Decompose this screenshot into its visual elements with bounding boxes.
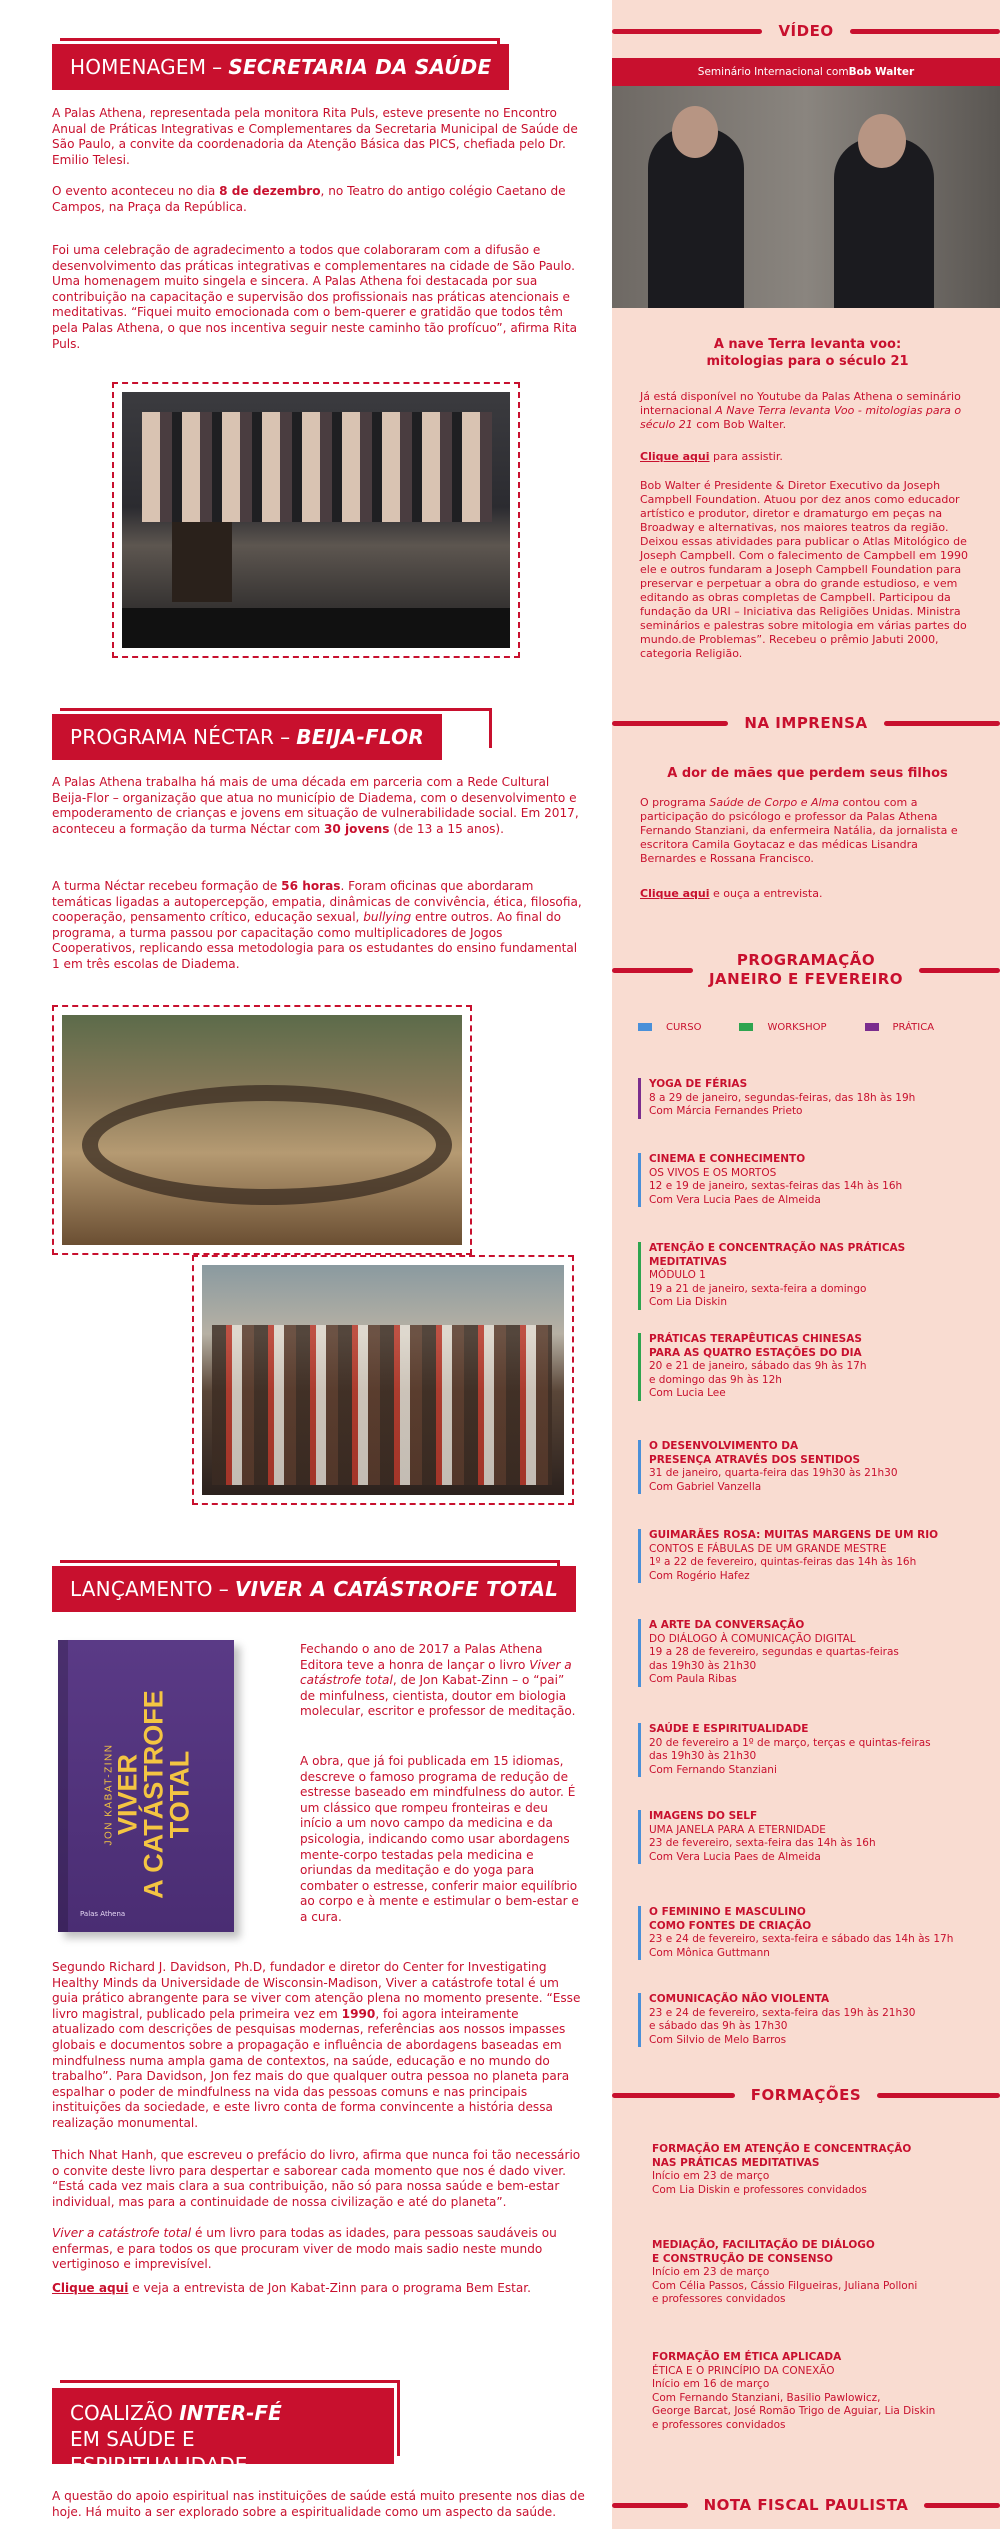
video-title: A nave Terra levanta voo: mitologias para o século 21 xyxy=(706,337,909,369)
book-publisher: Palas Athena xyxy=(80,1910,126,1918)
video-p2: Bob Walter é Presidente & Diretor Executivo da Joseph Campbell Foundation. Atuou por dez anos como educador artístico e produtor, diretor e dramaturgo em peças na Broadway e alternativas, nos maiores teatros da região. Deixou essas atividades para publicar o Atlas Mitológico de Joseph Campbell. Com o falecimento de Campbell em 1990 ele e outros fundaram a Joseph Campbell Foundation para preservar e perpetuar a obra do grande estudioso, e vem editando as obras completas de Campbell. Participou da fundação da URI – Iniciativa das Religiões Unidas. Ministra seminários e palestras sobre mitologia em várias partes do mundo.de Problemas”. Recebeu o prêmio Jabuti 2000, categoria Religião. xyxy=(640,479,968,660)
homenagem-p1: A Palas Athena, representada pela monitora Rita Puls, esteve presente no Encontro Anual de Práticas Integrativas e Complementares da Secretaria Municipal de Saúde de São Paulo, a convite da coordenadoria da Atenção Básica das PICS, chefiada pelo Dr. Emilio Telesi. xyxy=(52,106,578,167)
program-item[interactable] xyxy=(638,1529,978,1583)
program-detail: Com Mônica Guttmann xyxy=(649,1946,770,1959)
program-title: O FEMININO E MASCULINO xyxy=(649,1906,806,1918)
program-detail: 19 a 28 de fevereiro, segundas e quartas-feiras xyxy=(649,1646,899,1658)
program-item[interactable] xyxy=(638,1619,978,1687)
program-detail: MÓDULO 1 xyxy=(649,1269,706,1281)
legend-pratica: PRÁTICA xyxy=(865,1022,935,1033)
homenagem-p3: Foi uma celebração de agradecimento a todos que colaboraram com a difusão e desenvolvimento das práticas integrativas e complementares na cidade de São Paulo. Uma homenagem muito singela e sincera. A Palas Athena foi destacada por sua contribuição na capacitação e supervisão dos profissionais nas práticas atencionais e meditativas. “Fiquei muito emocionada com o bem-querer e gratidão que todos têm pela Palas Athena, o que nos incentiva seguir neste caminho tão profícuo”, afirma Rita Puls. xyxy=(52,243,578,351)
formacao-title-2: E CONSTRUÇÃO DE CONSENSO xyxy=(652,2252,833,2265)
video-player[interactable] xyxy=(612,86,1000,308)
formacao-item[interactable] xyxy=(652,2239,982,2307)
nectar-p1: A Palas Athena trabalha há mais de uma década em parceria com a Rede Cultural Beija-Flor – organização que atua no município de Diadema, com o desenvolvimento e empoderamento de crianças e jovens em situação de vulnerabilidade social. Em 2017, aconteceu a formação da turma Néctar com 30 jovens (de 13 a 15 anos). xyxy=(52,775,579,836)
program-detail: 8 a 29 de janeiro, segundas-feiras, das 18h às 19h xyxy=(649,1091,916,1104)
lancamento-p3: Segundo Richard J. Davidson, Ph.D, fundador e diretor do Center for Investigating Healthy Minds da Universidade de Wisconsin-Madison, Viver a catástrofe total é um guia prático abrangente para se viver com atenção plena no momento presente. “Esse livro magistral, publicado pela primeira vez em 1990, foi agora inteiramente atualizado com descrições de pesquisas modernas, referências aos nossos impasses globais e documentos sobre a propagação e influência de abordagens baseadas em mindfulness numa ampla gama de contextos, na saúde, educação e no mundo do trabalho”. Para Davidson, Jon fez mais do que qualquer outra pessoa no planeta para espalhar o poder de mindfulness na vida das pessoas comuns e nas principais instituições da sociedade, e este livro conta de forma convincente a história dessa realização monumental. xyxy=(52,1960,581,2130)
formacao-title-2: NAS PRÁTICAS MEDITATIVAS xyxy=(652,2156,820,2169)
people-group xyxy=(212,1325,552,1485)
section-header-coalizao: COALIZÃO INTER-FÉ EM SAÚDE E ESPIRITUALIDADE xyxy=(52,2388,394,2464)
program-title-2: COMO FONTES DE CRIAÇÃO xyxy=(649,1919,812,1932)
program-detail: 1º a 22 de fevereiro, quintas-feiras das 14h às 16h xyxy=(649,1556,917,1568)
formacao-detail: George Barcat, José Romão Trigo de Aguiar, Lia Diskin xyxy=(652,2405,936,2417)
section-header-homenagem xyxy=(52,44,509,90)
sidebar xyxy=(612,0,1000,2529)
program-item[interactable] xyxy=(638,1440,978,1494)
program-item[interactable] xyxy=(638,1153,978,1207)
imprensa-title: A dor de mães que perdem seus filhos xyxy=(667,766,948,781)
nectar-p2: A turma Néctar recebeu formação de 56 horas. Foram oficinas que abordaram temáticas ligadas a autopercepção, empatia, dinâmicas de convivência, ética, filosofia, cooperação, pensamento crítico, educação sexual, bullying entre outros. Ao final do programa, a turma passou por capacitação como multiplicadores de Jogos Cooperativos, replicando essa metodologia para os estudantes do ensino fundamental 1 em três escolas de Diadema. xyxy=(52,879,582,971)
formacao-detail: e professores convidados xyxy=(652,2293,786,2305)
section-header-lancamento: LANÇAMENTO – VIVER A CATÁSTROFE TOTAL xyxy=(52,1566,576,1612)
book-author: JON KABAT-ZINN xyxy=(103,1743,115,1846)
program-item[interactable] xyxy=(638,1810,978,1864)
book-title-3: TOTAL xyxy=(164,1750,195,1839)
section-title-prefix: HOMENAGEM xyxy=(70,55,207,79)
clique-aqui-imprensa-link[interactable]: Clique aqui xyxy=(640,887,710,900)
program-detail: Com Rogério Hafez xyxy=(649,1569,750,1582)
program-detail: e domingo das 9h às 12h xyxy=(649,1373,782,1386)
program-detail: Com Silvio de Melo Barros xyxy=(649,2033,787,2046)
formacao-detail: Início em 23 de março xyxy=(652,2170,770,2182)
program-detail: e sábado das 9h às 17h30 xyxy=(649,2020,788,2032)
program-detail: Com Fernando Stanziani xyxy=(649,1763,777,1776)
program-detail: CONTOS E FÁBULAS DE UM GRANDE MESTRE xyxy=(649,1542,887,1555)
program-item[interactable] xyxy=(638,1242,978,1310)
formacao-detail: ÉTICA E O PRINCÍPIO DA CONEXÃO xyxy=(652,2364,835,2377)
formacao-item[interactable] xyxy=(652,2351,982,2432)
section-title-strong: SECRETARIA DA SAÚDE xyxy=(228,55,492,79)
nota-fiscal-heading: NOTA FISCAL PAULISTA xyxy=(612,2496,1000,2515)
circle-of-people xyxy=(82,1085,452,1205)
program-title: IMAGENS DO SELF xyxy=(649,1810,758,1822)
program-detail: 23 e 24 de fevereiro, sexta-feira e sábado das 14h às 17h xyxy=(649,1933,954,1945)
formacao-detail: Com Célia Passos, Cássio Filgueiras, Juliana Polloni xyxy=(652,2279,918,2292)
program-detail: 31 de janeiro, quarta-feira das 19h30 às 21h30 xyxy=(649,1467,898,1479)
program-item[interactable] xyxy=(638,1723,978,1777)
program-detail: Com Paula Ribas xyxy=(649,1673,737,1685)
homenagem-p2: O evento aconteceu no dia 8 de dezembro, no Teatro do antigo colégio Caetano de Campos, na Praça da República. xyxy=(52,184,566,214)
program-detail: 23 de fevereiro, sexta-feira das 14h às 16h xyxy=(649,1837,876,1849)
formacao-detail: Início em 23 de março xyxy=(652,2266,770,2278)
video-p1: Já está disponível no Youtube da Palas Athena o seminário internacional A Nave Terra levanta Voo - mitologias para o século 21 com Bob Walter. xyxy=(640,390,962,431)
section-header-nectar: PROGRAMA NÉCTAR – BEIJA-FLOR xyxy=(52,714,442,760)
program-item[interactable] xyxy=(638,1993,978,2047)
program-title: ATENÇÃO E CONCENTRAÇÃO NAS PRÁTICAS MEDITATIVAS xyxy=(649,1242,906,1268)
imprensa-heading: NA IMPRENSA xyxy=(612,714,1000,733)
formacao-title: FORMAÇÃO EM ATENÇÃO E CONCENTRAÇÃO xyxy=(652,2143,912,2155)
program-title: GUIMARÃES ROSA: MUITAS MARGENS DE UM RIO xyxy=(649,1529,939,1541)
formacao-item[interactable] xyxy=(652,2143,982,2197)
program-detail: 12 e 19 de janeiro, sextas-feiras das 14h às 16h xyxy=(649,1180,903,1192)
program-detail: 20 de fevereiro a 1º de março, terças e quintas-feiras xyxy=(649,1736,931,1749)
program-title: SAÚDE E ESPIRITUALIDADE xyxy=(649,1723,809,1735)
section-title-dash: – xyxy=(212,55,223,79)
program-title: CINEMA E CONHECIMENTO xyxy=(649,1153,806,1165)
program-item[interactable] xyxy=(638,1333,978,1401)
lancamento-p4: Thich Nhat Hanh, que escreveu o prefácio do livro, afirma que nunca foi tão necessário o convite deste livro para despertar e saborear cada momento que nos é dado viver. “Está cada vez mais clara a sua contribuição, não só para nossa saúde e bem-estar individual, mas para a continuidade de nossa civilização e até do planeta”. xyxy=(52,2148,581,2209)
photo-nectar-circle xyxy=(52,1005,472,1255)
book-cover xyxy=(58,1640,234,1932)
program-detail: das 19h30 às 21h30 xyxy=(649,1659,757,1672)
program-detail: Com Márcia Fernandes Prieto xyxy=(649,1105,803,1117)
program-title: A ARTE DA CONVERSAÇÃO xyxy=(649,1619,805,1631)
program-title-2: PRESENÇA ATRAVÉS DOS SENTIDOS xyxy=(649,1453,861,1466)
program-detail: 20 e 21 de janeiro, sábado das 9h às 17h xyxy=(649,1360,867,1372)
program-detail: Com Vera Lucia Paes de Almeida xyxy=(649,1193,821,1206)
program-title: PRÁTICAS TERAPÊUTICAS CHINESAS xyxy=(649,1333,862,1345)
photo-nectar-group xyxy=(192,1255,574,1505)
imprensa-p1: O programa Saúde de Corpo e Alma contou com a participação do psicólogo e professor da Palas Athena Fernando Stanziani, da enfermeira Natália, da jornalista e escritora Camila Goytacaz e das médicas Lisandra Bernardes e Rossana Francisco. xyxy=(640,796,958,865)
clique-aqui-link[interactable]: Clique aqui xyxy=(52,2281,129,2295)
legend-workshop: WORKSHOP xyxy=(739,1022,826,1033)
formacao-detail: Início em 16 de março xyxy=(652,2378,770,2390)
programacao-legend xyxy=(638,1022,934,1033)
clique-aqui-video-link[interactable]: Clique aqui xyxy=(640,450,710,463)
program-item[interactable] xyxy=(638,1906,978,1960)
imprensa-link-line: Clique aqui e ouça a entrevista. xyxy=(640,887,823,900)
program-detail: Com Lia Diskin xyxy=(649,1296,727,1308)
program-item[interactable] xyxy=(638,1078,978,1119)
book-title-1: VIVER xyxy=(112,1753,143,1836)
coalizao-p1: A questão do apoio espiritual nas instituições de saúde está muito presente nos dias de hoje. Há muito a ser explorado sobre a espiritualidade como um aspecto da saúde. xyxy=(52,2489,585,2519)
book-title-2: A CATÁSTROFE xyxy=(138,1690,169,1899)
program-detail: 19 a 21 de janeiro, sexta-feira a domingo xyxy=(649,1282,867,1295)
program-detail: OS VIVOS E OS MORTOS xyxy=(649,1166,777,1179)
program-title-2: PARA AS QUATRO ESTAÇÕES DO DIA xyxy=(649,1346,862,1359)
program-title: COMUNICAÇÃO NÃO VIOLENTA xyxy=(649,1993,830,2005)
program-title: YOGA DE FÉRIAS xyxy=(649,1078,748,1090)
formacao-detail: e professores convidados xyxy=(652,2418,786,2431)
program-detail: das 19h30 às 21h30 xyxy=(649,1750,757,1762)
program-detail: 23 e 24 de fevereiro, sexta-feira das 19h às 21h30 xyxy=(649,2006,916,2019)
formacao-title: FORMAÇÃO EM ÉTICA APLICADA xyxy=(652,2351,842,2363)
photo-homenagem xyxy=(112,382,520,658)
lancamento-p6: Clique aqui e veja a entrevista de Jon Kabat-Zinn para o programa Bem Estar. xyxy=(52,2281,532,2295)
program-detail: DO DIÁLOGO À COMUNICAÇÃO DIGITAL xyxy=(649,1632,856,1645)
programacao-heading: PROGRAMAÇÃO JANEIRO E FEVEREIRO xyxy=(612,951,1000,989)
people-group xyxy=(142,412,492,522)
video-heading: VÍDEO xyxy=(612,22,1000,41)
formacoes-heading: FORMAÇÕES xyxy=(612,2086,1000,2105)
program-detail: Com Gabriel Vanzella xyxy=(649,1480,762,1493)
lancamento-p5: Viver a catástrofe total é um livro para todas as idades, para pessoas saudáveis ou enfermas, e para todos os que procuram viver de modo mais sadio neste mundo vertiginoso e imprevisível. xyxy=(52,2226,557,2272)
formacao-title: MEDIAÇÃO, FACILITAÇÃO DE DIÁLOGO xyxy=(652,2239,875,2251)
video-caption: Seminário Internacional com Bob Walter xyxy=(612,58,1000,86)
video-link-line: Clique aqui para assistir. xyxy=(640,450,783,463)
formacao-detail: Com Fernando Stanziani, Basilio Pawlowicz, xyxy=(652,2391,881,2404)
formacao-detail: Com Lia Diskin e professores convidados xyxy=(652,2183,867,2196)
program-detail: UMA JANELA PARA A ETERNIDADE xyxy=(649,1823,826,1836)
program-detail: Com Lucia Lee xyxy=(649,1387,726,1399)
program-detail: Com Vera Lucia Paes de Almeida xyxy=(649,1850,821,1863)
lancamento-p1: Fechando o ano de 2017 a Palas Athena Editora teve a honra de lançar o livro Viver a catástrofe total, de Jon Kabat-Zinn – o “pai” de minfulness, cientista, doutor em biologia molecular, escritor e professor de meditação. xyxy=(300,1642,576,1719)
legend-curso: CURSO xyxy=(638,1022,701,1033)
program-title: O DESENVOLVIMENTO DA xyxy=(649,1440,799,1452)
lancamento-p2: A obra, que já foi publicada em 15 idiomas, descreve o famoso programa de redução de estresse baseado em mindfulness do autor. É um clássico que rompeu fronteiras e deu início a um novo campo da medicina e da psicologia, indicando como usar abordagens mente-corpo testadas pela medicina e oriundas da meditação e do yoga para combater o estresse, conferir maior equilíbrio ao corpo e à mente e estimular o bem-estar e a cura. xyxy=(300,1754,579,1924)
